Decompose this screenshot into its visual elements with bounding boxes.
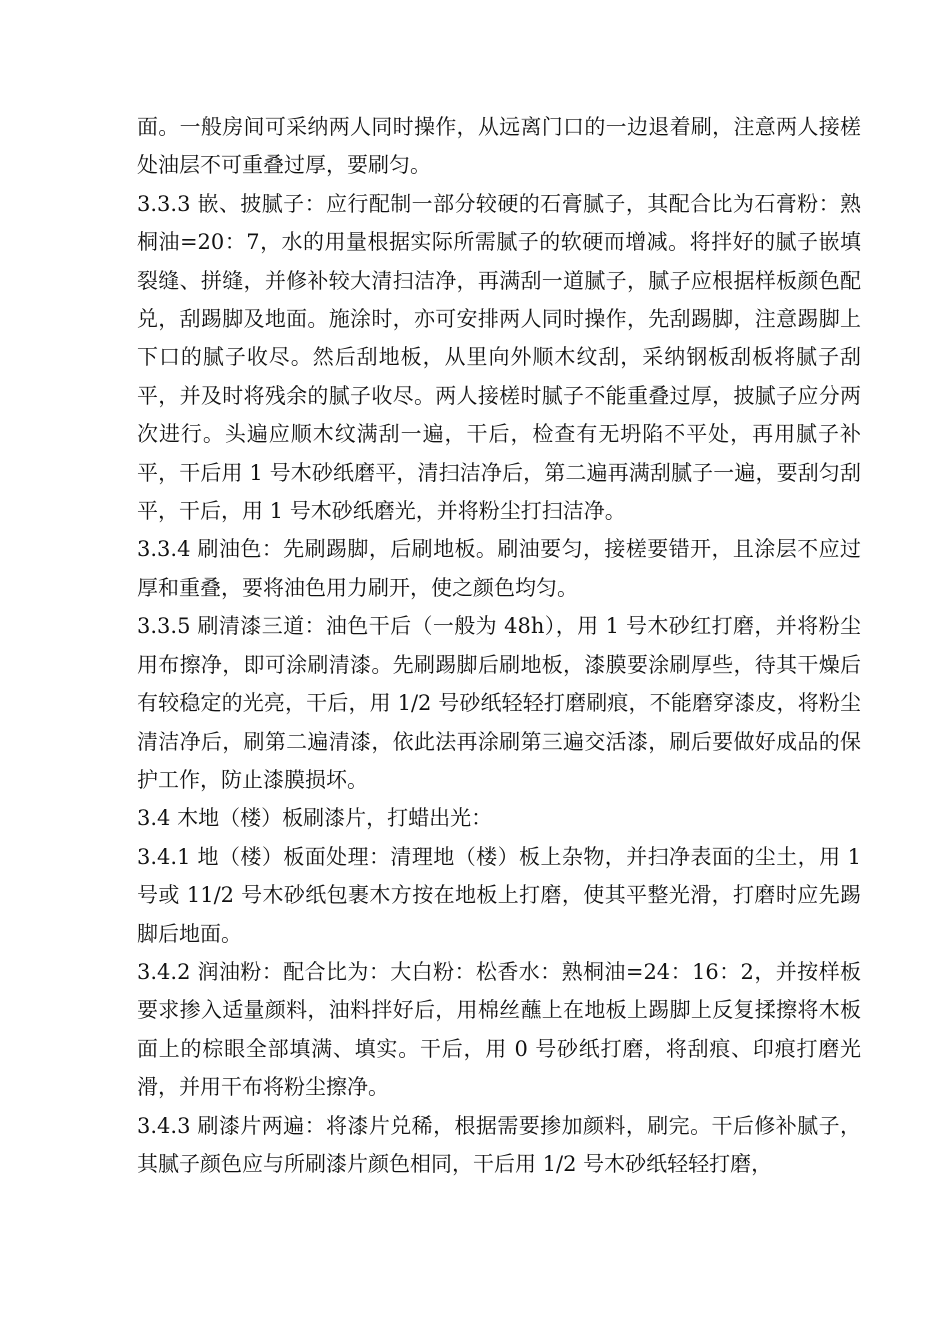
paragraph-3-3-5: 3.3.5 刷清漆三道：油色干后（一般为 48h），用 1 号木砂红打磨，并将粉尘用布擦净，即可涂刷清漆。先刷踢脚后刷地板，漆膜要涂刷厚些，待其干燥后有较稳定的光亮，干后，用 1/2 号砂纸轻轻打磨刷痕，不能磨穿漆皮，将粉尘清洁净后，刷第二遍清漆，依此法再涂刷第三遍交活漆，刷后要做好成品的保护工作，防止漆膜损坏。 bbox=[137, 614, 861, 792]
paragraph-3-4-3: 3.4.3 刷漆片两遍：将漆片兑稀，根据需要掺加颜料，刷完。干后修补腻子，其腻子颜色应与所刷漆片颜色相同，干后用 1/2 号木砂纸轻轻打磨， bbox=[137, 1113, 861, 1176]
section-heading-3-4: 3.4 木地（楼）板刷漆片，打蜡出光： bbox=[137, 806, 493, 831]
paragraph-3-3-3: 3.3.3 嵌、披腻子：应行配制一部分较硬的石膏腻子，其配合比为石膏粉：熟桐油=20：7，水的用量根据实际所需腻子的软硬而增减。将拌好的腻子嵌填裂缝、拼缝，并修补较大清扫洁净，再满刮一道腻子，腻子应根据样板颜色配兑，刮踢脚及地面。施涂时，亦可安排两人同时操作，先刮踢脚，注意踢脚上下口的腻子收尽。然后刮地板，从里向外顺木纹刮，采纳钢板刮板将腻子刮平，并及时将残余的腻子收尽。两人接槎时腻子不能重叠过厚，披腻子应分两次进行。头遍应顺木纹满刮一遍，干后，检查有无坍陷不平处，再用腻子补平，干后用 1 号木砂纸磨平，清扫洁净后，第二遍再满刮腻子一遍，要刮匀刮平，干后，用 1 号木砂纸磨光，并将粉尘打扫洁净。 bbox=[137, 191, 861, 524]
paragraph-3-4-1: 3.4.1 地（楼）板面处理：清理地（楼）板上杂物，并扫净表面的尘土，用 1 号或 11/2 号木砂纸包裹木方按在地板上打磨，使其平整光滑，打磨时应先踢脚后地面。 bbox=[137, 844, 861, 946]
paragraph-3-4-2: 3.4.2 润油粉：配合比为：大白粉：松香水：熟桐油=24：16：2，并按样板要求掺入适量颜料，油料拌好后，用棉丝蘸上在地板上踢脚上反复揉擦将木板面上的棕眼全部填满、填实。干后，用 0 号砂纸打磨，将刮痕、印痕打磨光滑，并用干布将粉尘擦净。 bbox=[137, 959, 861, 1100]
document-body bbox=[137, 108, 861, 1183]
paragraph-continuation: 面。一般房间可采纳两人同时操作，从远离门口的一边退着刷，注意两人接槎处油层不可重叠过厚，要刷匀。 bbox=[137, 115, 861, 178]
paragraph-3-3-4: 3.3.4 刷油色：先刷踢脚，后刷地板。刷油要匀，接槎要错开，且涂层不应过厚和重叠，要将油色用力刷开，使之颜色均匀。 bbox=[137, 537, 861, 600]
